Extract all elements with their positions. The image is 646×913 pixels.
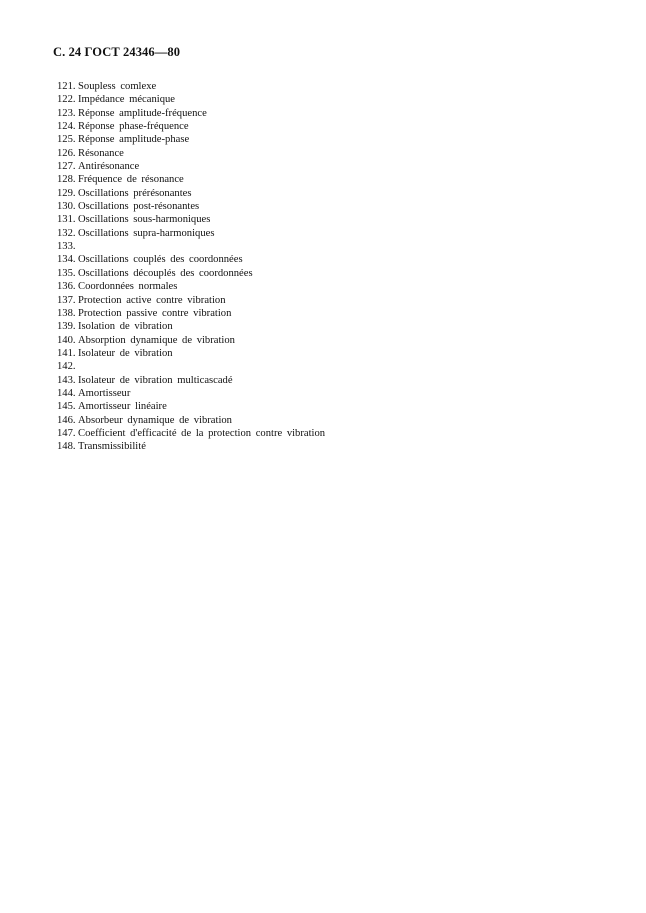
term-item (57, 347, 325, 360)
term-text: Coordonnées normales (78, 281, 178, 293)
term-number: 124. (57, 121, 76, 133)
term-item (57, 374, 325, 387)
page-header: С. 24 ГОСТ 24346—80 (53, 45, 181, 59)
term-number: 138. (57, 307, 76, 319)
term-number: 134. (57, 254, 76, 266)
term-number: 136. (57, 281, 76, 293)
term-list (57, 80, 325, 454)
term-number: 146. (57, 414, 76, 426)
term-number: 143. (57, 374, 76, 386)
term-text: Fréquence de résonance (78, 174, 184, 186)
term-item (57, 360, 325, 373)
term-item (57, 267, 325, 280)
term-text: Protection passive contre vibration (78, 307, 232, 319)
term-item (57, 200, 325, 213)
term-text: Oscillations post-résonantes (78, 201, 200, 213)
term-number: 147. (57, 427, 76, 439)
term-item (57, 120, 325, 133)
term-text: Absorption dynamique de vibration (78, 334, 235, 346)
term-item (57, 387, 325, 400)
term-number: 129. (57, 187, 76, 199)
term-item (57, 147, 325, 160)
term-number: 145. (57, 401, 76, 413)
term-item (57, 414, 325, 427)
term-number: 126. (57, 147, 76, 159)
term-text: Antirésonance (78, 161, 140, 173)
term-number: 122. (57, 94, 76, 106)
term-text: Oscillations sous-harmoniques (78, 214, 211, 226)
term-number: 130. (57, 201, 76, 213)
term-number: 127. (57, 161, 76, 173)
term-text: Absorbeur dynamique de vibration (78, 414, 232, 426)
term-number: 123. (57, 107, 76, 119)
term-number: 144. (57, 387, 76, 399)
term-number: 131. (57, 214, 76, 226)
term-item (57, 334, 325, 347)
term-item (57, 107, 325, 120)
term-item (57, 240, 325, 253)
term-item (57, 187, 325, 200)
term-item (57, 173, 325, 186)
term-number: 140. (57, 334, 76, 346)
term-number: 141. (57, 347, 76, 359)
term-item (57, 427, 325, 440)
term-text: Amortisseur linéaire (78, 401, 167, 413)
term-item (57, 160, 325, 173)
term-item (57, 320, 325, 333)
term-number: 142. (57, 361, 76, 373)
term-item (57, 93, 325, 106)
term-number: 148. (57, 441, 76, 453)
term-text: Soupless comlexe (78, 81, 157, 92)
term-number: 137. (57, 294, 76, 306)
term-text: Amortisseur (78, 387, 131, 399)
term-item (57, 307, 325, 320)
term-number: 125. (57, 134, 76, 146)
term-text: Coefficient d'efficacité de la protection contre vibration (78, 427, 326, 439)
term-text: Réponse amplitude-fréquence (78, 107, 207, 119)
term-number: 139. (57, 321, 76, 333)
term-item (57, 440, 325, 453)
term-number: 133. (57, 241, 76, 253)
term-number: 128. (57, 174, 76, 186)
term-item (57, 253, 325, 266)
term-text: Oscillations prérésonantes (78, 187, 192, 199)
term-text: Isolateur de vibration multicascadé (78, 374, 233, 386)
term-text: Isolateur de vibration (78, 347, 173, 359)
term-item (57, 294, 325, 307)
term-text: Oscillations couplés des coordonnées (78, 254, 243, 266)
term-text: Protection active contre vibration (78, 294, 226, 306)
term-number: 121. (57, 81, 76, 92)
term-item (57, 133, 325, 146)
term-number: 135. (57, 267, 76, 279)
term-item (57, 227, 325, 240)
term-item (57, 80, 325, 93)
term-item (57, 280, 325, 293)
term-text: Réponse phase-fréquence (78, 121, 189, 133)
term-text: Oscillations supra-harmoniques (78, 227, 215, 239)
term-item (57, 400, 325, 413)
term-text: Réponse amplitude-phase (78, 134, 190, 146)
term-text: Résonance (78, 147, 124, 159)
term-text: Impédance mécanique (78, 94, 175, 106)
term-text: Isolation de vibration (78, 321, 173, 333)
term-item (57, 213, 325, 226)
term-number: 132. (57, 227, 76, 239)
term-text: Oscillations découplés des coordonnées (78, 267, 253, 279)
term-text: Transmissibilité (78, 441, 146, 453)
